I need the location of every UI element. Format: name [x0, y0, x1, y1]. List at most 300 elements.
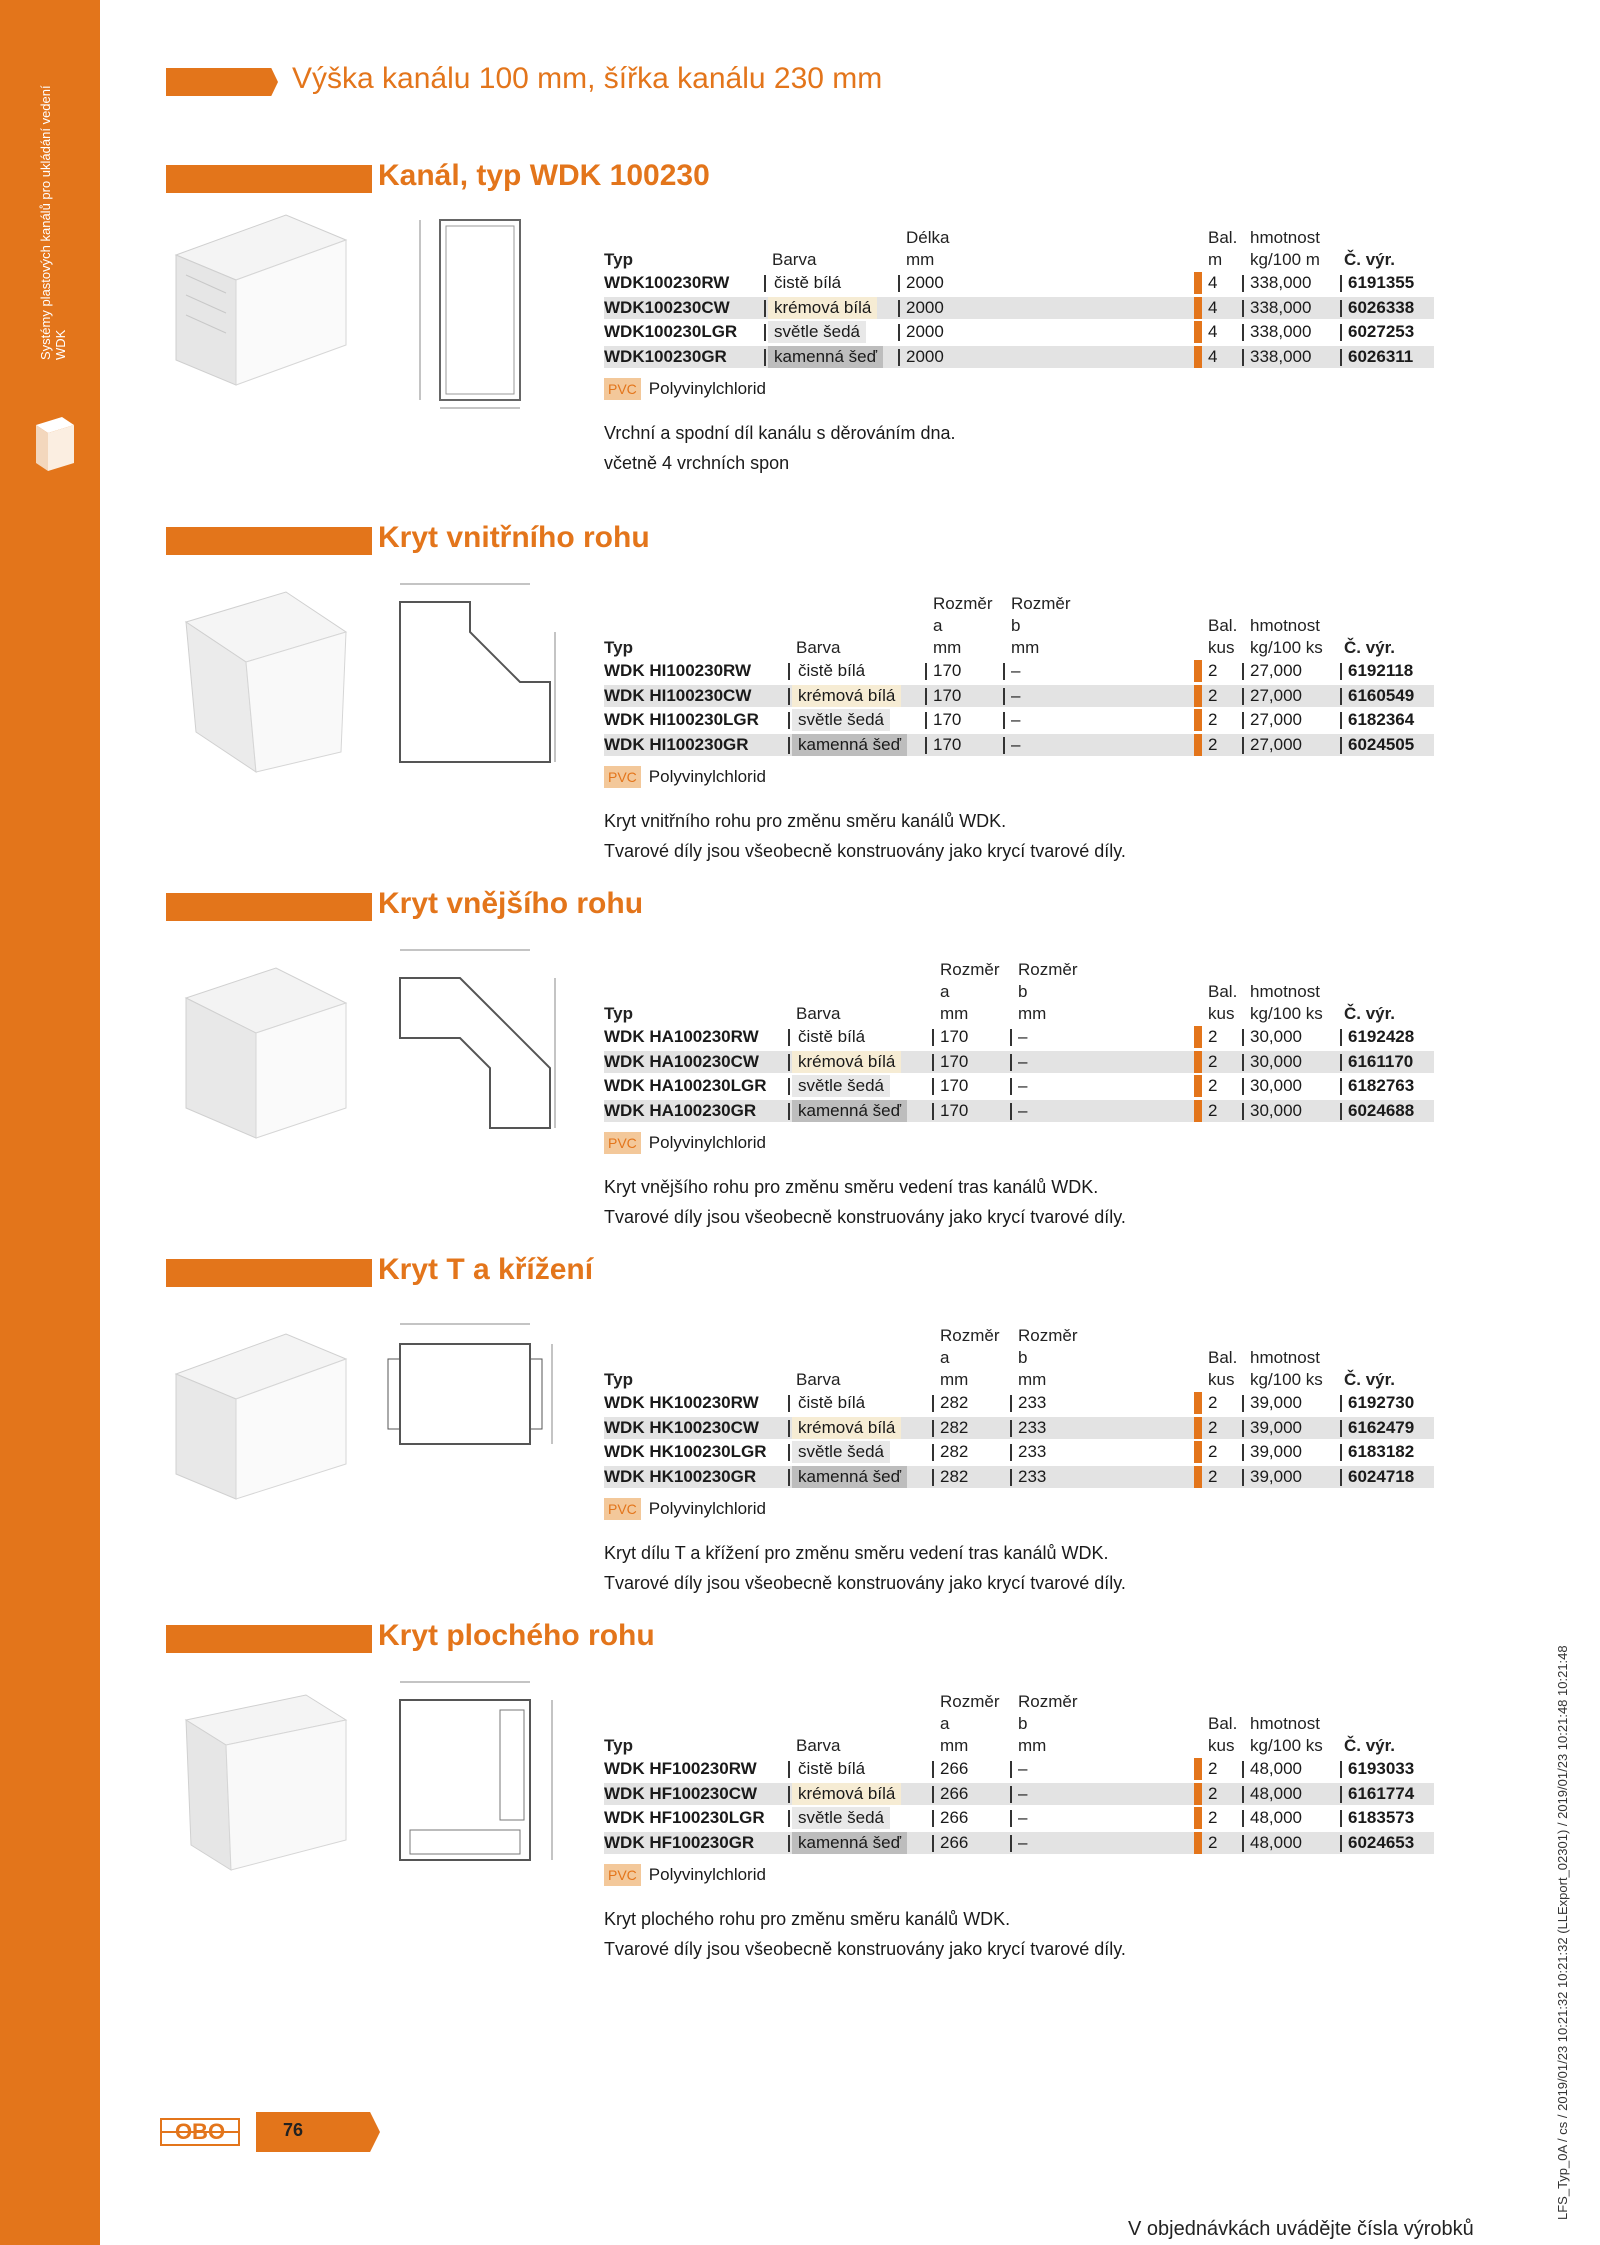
weight-value: 48,000 — [1250, 1808, 1302, 1827]
column-separator — [788, 1786, 790, 1803]
dimension-a: 170 — [940, 1076, 969, 1095]
product-code: WDK HK100230CW — [604, 1417, 759, 1437]
column-separator — [1340, 1810, 1342, 1827]
dimension-a: 2000 — [906, 297, 944, 317]
dimension-b: 233 — [1018, 1466, 1047, 1486]
col-header-color: Barva — [796, 1370, 841, 1389]
color-name: čistě bílá — [768, 272, 847, 294]
col-header-dim-b-label: Rozměr — [1011, 594, 1071, 613]
description-line: Kryt vnějšího rohu pro změnu směru vedení tras kanálů WDK. — [604, 1177, 1099, 1197]
product-code: WDK100230LGR — [604, 322, 738, 341]
article-number: 6182364 — [1348, 710, 1415, 729]
material-line — [604, 1498, 766, 1520]
orange-separator — [1194, 709, 1202, 731]
pack-quantity: 2 — [1208, 1466, 1218, 1486]
weight-value: 39,000 — [1250, 1466, 1302, 1486]
dimension-b: 233 — [1018, 1442, 1047, 1461]
col-header-weight: hmotnost — [1250, 1714, 1320, 1733]
col-header-type: Typ — [604, 250, 633, 269]
product-photo — [166, 1680, 356, 1880]
section-title: Kryt plochého rohu — [378, 1619, 655, 1652]
table-row — [604, 346, 1434, 368]
column-separator — [1242, 300, 1244, 317]
description-line: Kryt plochého rohu pro změnu směru kanálů WDK. — [604, 1909, 1011, 1929]
col-header-dim-a: a — [940, 1714, 950, 1733]
color-name: krémová bílá — [768, 297, 877, 319]
column-separator — [1340, 275, 1342, 292]
table-row — [604, 272, 1434, 294]
dimension-a: 266 — [940, 1808, 969, 1827]
technical-drawing — [380, 938, 560, 1138]
col-header-dim-b: b — [1011, 616, 1021, 635]
orange-separator — [1194, 1075, 1202, 1097]
weight-value: 39,000 — [1250, 1417, 1302, 1437]
description-line: Kryt vnitřního rohu pro změnu směru kanálů WDK. — [604, 811, 1007, 831]
column-separator — [1340, 1786, 1342, 1803]
column-separator — [925, 688, 927, 705]
column-separator — [1340, 1469, 1342, 1486]
weight-value: 338,000 — [1250, 273, 1312, 292]
column-separator — [1242, 1786, 1244, 1803]
orange-separator — [1194, 1026, 1202, 1048]
dimension-b: – — [1018, 1051, 1028, 1071]
product-code: WDK HK100230GR — [604, 1466, 757, 1486]
column-separator — [1010, 1444, 1012, 1461]
product-section — [0, 1254, 1600, 1614]
article-number: 6160549 — [1348, 685, 1415, 705]
col-header-article: Č. výr. — [1344, 250, 1396, 269]
section-bar — [166, 165, 372, 193]
product-code: WDK100230CW — [604, 297, 730, 317]
dimension-a: 170 — [940, 1100, 969, 1120]
weight-value: 27,000 — [1250, 710, 1302, 729]
article-number: 6182763 — [1348, 1076, 1415, 1095]
orange-separator — [1194, 321, 1202, 343]
weight-value: 27,000 — [1250, 734, 1302, 754]
color-name: světle šedá — [792, 709, 890, 731]
material-line — [604, 1864, 766, 1886]
description-line: Kryt dílu T a křížení pro změnu směru vedení tras kanálů WDK. — [604, 1543, 1109, 1563]
product-code: WDK HA100230RW — [604, 1027, 759, 1046]
col-header-dim-b-unit: mm — [1018, 1736, 1047, 1755]
column-separator — [1010, 1078, 1012, 1095]
col-header-color: Barva — [796, 1004, 841, 1023]
article-number: 6183573 — [1348, 1808, 1415, 1827]
article-number: 6027253 — [1348, 322, 1415, 341]
article-number: 6162479 — [1348, 1417, 1415, 1437]
table-row — [604, 297, 1434, 319]
product-section — [0, 1620, 1600, 1980]
section-bar — [166, 527, 372, 555]
product-code: WDK HA100230LGR — [604, 1076, 767, 1095]
dimension-a: 170 — [933, 710, 962, 729]
column-separator — [788, 1835, 790, 1852]
product-code: WDK100230RW — [604, 273, 730, 292]
col-header-dim-a: a — [940, 1348, 950, 1367]
pack-quantity: 2 — [1208, 1051, 1218, 1071]
col-header-weight-unit: kg/100 m — [1250, 250, 1320, 269]
export-meta: LFS_Typ_0A / cs / 2019/01/23 10:21:32 10:21:32 (LLExport_02301) / 2019/01/23 10:21:48 10:21:48 — [1555, 1645, 1570, 2220]
col-header-dim-b-label: Rozměr — [1018, 1326, 1078, 1345]
pack-quantity: 2 — [1208, 1100, 1218, 1120]
page-number: 76 — [283, 2120, 304, 2140]
dimension-a: 170 — [933, 734, 962, 754]
product-photo — [166, 948, 356, 1148]
obo-logo — [160, 2118, 240, 2146]
col-header-article: Č. výr. — [1344, 1736, 1396, 1755]
dimension-b: 233 — [1018, 1393, 1047, 1412]
column-separator — [1242, 1395, 1244, 1412]
product-code: WDK HI100230GR — [604, 734, 749, 754]
col-header-dim-a: a — [940, 982, 950, 1001]
pack-quantity: 2 — [1208, 1076, 1218, 1095]
col-header-color: Barva — [796, 1736, 841, 1755]
dimension-b: – — [1018, 1759, 1028, 1778]
column-separator — [1242, 712, 1244, 729]
article-number: 6192730 — [1348, 1393, 1415, 1412]
dimension-b: – — [1011, 685, 1021, 705]
col-header-pack-unit: kus — [1208, 1004, 1235, 1023]
dimension-b: 233 — [1018, 1417, 1047, 1437]
pack-quantity: 2 — [1208, 1832, 1218, 1852]
column-separator — [1242, 1469, 1244, 1486]
column-separator — [1340, 1395, 1342, 1412]
description-line: Tvarové díly jsou všeobecně konstruovány jako krycí tvarové díly. — [604, 1573, 1126, 1593]
col-header-pack: Bal. — [1208, 982, 1238, 1001]
column-separator — [788, 1444, 790, 1461]
section-bar — [166, 1259, 372, 1287]
description-line: Tvarové díly jsou všeobecně konstruovány jako krycí tvarové díly. — [604, 841, 1126, 861]
column-separator — [1340, 1835, 1342, 1852]
column-separator — [1340, 349, 1342, 366]
orange-separator — [1194, 1441, 1202, 1463]
table-row — [604, 734, 1434, 756]
pack-quantity: 2 — [1208, 710, 1218, 729]
column-separator — [1003, 737, 1005, 754]
technical-drawing — [380, 1670, 560, 1870]
weight-value: 30,000 — [1250, 1076, 1302, 1095]
color-name: krémová bílá — [792, 1783, 901, 1805]
technical-drawing — [380, 572, 560, 772]
column-separator — [1340, 300, 1342, 317]
orange-separator — [1194, 1100, 1202, 1122]
col-header-article: Č. výr. — [1344, 1004, 1396, 1023]
page-number-box — [256, 2112, 380, 2152]
column-separator — [1242, 324, 1244, 341]
pack-quantity: 2 — [1208, 1783, 1218, 1803]
column-separator — [1242, 1103, 1244, 1120]
article-number: 6026338 — [1348, 297, 1415, 317]
weight-value: 48,000 — [1250, 1759, 1302, 1778]
color-name: světle šedá — [792, 1807, 890, 1829]
col-header-dim-b-unit: mm — [1018, 1370, 1047, 1389]
color-name: čistě bílá — [792, 660, 871, 682]
product-code: WDK HA100230CW — [604, 1051, 759, 1071]
column-separator — [1242, 1444, 1244, 1461]
weight-value: 30,000 — [1250, 1051, 1302, 1071]
column-separator — [1010, 1761, 1012, 1778]
column-separator — [1010, 1469, 1012, 1486]
column-separator — [1010, 1810, 1012, 1827]
pvc-badge: PVC — [604, 766, 641, 788]
weight-value: 338,000 — [1250, 297, 1312, 317]
column-separator — [1010, 1103, 1012, 1120]
pvc-badge: PVC — [604, 378, 641, 400]
article-number: 6024505 — [1348, 734, 1415, 754]
pack-quantity: 4 — [1208, 322, 1218, 341]
column-separator — [932, 1761, 934, 1778]
material-line — [604, 378, 766, 400]
weight-value: 338,000 — [1250, 346, 1312, 366]
column-separator — [932, 1835, 934, 1852]
column-separator — [764, 349, 766, 366]
table-row — [604, 1758, 1434, 1780]
article-number: 6024718 — [1348, 1466, 1415, 1486]
table-row — [604, 1441, 1434, 1463]
color-name: krémová bílá — [792, 1051, 901, 1073]
article-number: 6161170 — [1348, 1051, 1414, 1071]
weight-value: 30,000 — [1250, 1100, 1302, 1120]
col-header-type: Typ — [604, 638, 633, 657]
material-name: Polyvinylchlorid — [648, 767, 766, 786]
column-separator — [1003, 712, 1005, 729]
column-separator — [932, 1054, 934, 1071]
article-number: 6183182 — [1348, 1442, 1415, 1461]
col-header-weight: hmotnost — [1250, 982, 1320, 1001]
technical-drawing — [380, 210, 560, 410]
product-section — [0, 522, 1600, 882]
table-row — [604, 660, 1434, 682]
col-header-dim-b: b — [1018, 982, 1028, 1001]
col-header-pack-unit: kus — [1208, 1370, 1235, 1389]
dimension-a: 282 — [940, 1442, 969, 1461]
pack-quantity: 2 — [1208, 734, 1218, 754]
section-title: Kryt T a křížení — [378, 1253, 594, 1286]
column-separator — [1242, 1078, 1244, 1095]
product-code: WDK HF100230RW — [604, 1759, 757, 1778]
pack-quantity: 2 — [1208, 1417, 1218, 1437]
column-separator — [932, 1078, 934, 1095]
dimension-a: 282 — [940, 1466, 969, 1486]
column-separator — [788, 737, 790, 754]
column-separator — [1340, 1444, 1342, 1461]
table-row — [604, 1807, 1434, 1829]
material-name: Polyvinylchlorid — [648, 1499, 766, 1518]
orange-separator — [1194, 734, 1202, 756]
column-separator — [932, 1103, 934, 1120]
col-header-dim-a-unit: mm — [940, 1736, 969, 1755]
dimension-a: 2000 — [906, 273, 944, 292]
orange-separator — [1194, 1783, 1202, 1805]
table-row — [604, 1417, 1434, 1439]
pack-quantity: 2 — [1208, 685, 1218, 705]
page-header-bar — [166, 68, 278, 96]
col-header-weight-unit: kg/100 ks — [1250, 1004, 1323, 1023]
col-header-type: Typ — [604, 1004, 633, 1023]
orange-separator — [1194, 685, 1202, 707]
col-header-type: Typ — [604, 1736, 633, 1755]
color-name: kamenná šeď — [768, 346, 883, 368]
color-name: kamenná šeď — [792, 734, 907, 756]
column-separator — [1242, 663, 1244, 680]
material-name: Polyvinylchlorid — [648, 1133, 766, 1152]
orange-separator — [1194, 1417, 1202, 1439]
col-header-pack-unit: kus — [1208, 638, 1235, 657]
col-header-pack: Bal. — [1208, 1714, 1238, 1733]
column-separator — [1010, 1786, 1012, 1803]
column-separator — [898, 300, 900, 317]
column-separator — [898, 275, 900, 292]
dimension-b: – — [1018, 1100, 1028, 1120]
pack-quantity: 2 — [1208, 1759, 1218, 1778]
column-separator — [788, 1420, 790, 1437]
dimension-b: – — [1018, 1783, 1028, 1803]
product-photo — [166, 205, 356, 405]
column-separator — [1340, 737, 1342, 754]
col-header-weight-unit: kg/100 ks — [1250, 1370, 1323, 1389]
col-header-dim-b-unit: mm — [1011, 638, 1040, 657]
weight-value: 27,000 — [1250, 661, 1302, 680]
column-separator — [1242, 1761, 1244, 1778]
col-header-dim-b: b — [1018, 1348, 1028, 1367]
dimension-a: 266 — [940, 1832, 969, 1852]
column-separator — [932, 1786, 934, 1803]
weight-value: 39,000 — [1250, 1442, 1302, 1461]
column-separator — [1242, 349, 1244, 366]
col-header-pack-unit: kus — [1208, 1736, 1235, 1755]
material-line — [604, 766, 766, 788]
dimension-a: 266 — [940, 1759, 969, 1778]
dimension-a: 282 — [940, 1417, 969, 1437]
pvc-badge: PVC — [604, 1864, 641, 1886]
section-bar — [166, 1625, 372, 1653]
col-header-dim-a-unit: mm — [940, 1370, 969, 1389]
dimension-a: 266 — [940, 1783, 969, 1803]
column-separator — [898, 324, 900, 341]
column-separator — [1340, 1761, 1342, 1778]
dimension-b: – — [1011, 661, 1021, 680]
column-separator — [764, 300, 766, 317]
orange-separator — [1194, 1807, 1202, 1829]
weight-value: 39,000 — [1250, 1393, 1302, 1412]
table-row — [604, 1392, 1434, 1414]
dimension-b: – — [1018, 1076, 1028, 1095]
product-code: WDK HF100230LGR — [604, 1808, 765, 1827]
product-section — [0, 155, 1600, 515]
article-number: 6024688 — [1348, 1100, 1415, 1120]
section-title: Kryt vnitřního rohu — [378, 521, 650, 554]
color-name: světle šedá — [792, 1075, 890, 1097]
col-header-weight-unit: kg/100 ks — [1250, 638, 1323, 657]
column-separator — [788, 1029, 790, 1046]
color-name: čistě bílá — [792, 1026, 871, 1048]
pvc-badge: PVC — [604, 1498, 641, 1520]
orange-separator — [1194, 660, 1202, 682]
column-separator — [1010, 1395, 1012, 1412]
article-number: 6192118 — [1348, 661, 1414, 680]
section-title: Kanál, typ WDK 100230 — [378, 159, 710, 192]
column-separator — [1340, 688, 1342, 705]
svg-text:OBO: OBO — [174, 2119, 226, 2144]
column-separator — [1242, 688, 1244, 705]
article-number: 6161774 — [1348, 1783, 1415, 1803]
column-separator — [1340, 712, 1342, 729]
column-separator — [788, 688, 790, 705]
column-separator — [932, 1444, 934, 1461]
orange-separator — [1194, 272, 1202, 294]
column-separator — [1340, 1029, 1342, 1046]
color-name: čistě bílá — [792, 1392, 871, 1414]
column-separator — [1340, 324, 1342, 341]
col-header-pack: Bal. — [1208, 616, 1238, 635]
column-separator — [1340, 1054, 1342, 1071]
orange-separator — [1194, 1051, 1202, 1073]
col-header-article: Č. výr. — [1344, 638, 1396, 657]
product-code: WDK HF100230CW — [604, 1783, 758, 1803]
article-number: 6191355 — [1348, 273, 1415, 292]
table-row — [604, 1051, 1434, 1073]
pack-quantity: 2 — [1208, 1027, 1218, 1046]
col-header-article: Č. výr. — [1344, 1370, 1396, 1389]
dimension-a: 170 — [940, 1027, 969, 1046]
article-number: 6193033 — [1348, 1759, 1415, 1778]
column-separator — [1010, 1029, 1012, 1046]
column-separator — [788, 1395, 790, 1412]
col-header-weight: hmotnost — [1250, 616, 1320, 635]
pack-quantity: 4 — [1208, 273, 1218, 292]
weight-value: 338,000 — [1250, 322, 1312, 341]
section-bar — [166, 893, 372, 921]
color-name: světle šedá — [768, 321, 866, 343]
col-header-dim-a-unit: mm — [940, 1004, 969, 1023]
dimension-a: 2000 — [906, 346, 944, 366]
col-header-dim-a-label: Rozměr — [940, 960, 1000, 979]
material-name: Polyvinylchlorid — [648, 379, 766, 398]
pack-quantity: 4 — [1208, 346, 1218, 366]
weight-value: 27,000 — [1250, 685, 1302, 705]
column-separator — [764, 275, 766, 292]
column-separator — [1242, 737, 1244, 754]
col-header-dim-a-unit: mm — [933, 638, 962, 657]
weight-value: 48,000 — [1250, 1783, 1302, 1803]
column-separator — [788, 1469, 790, 1486]
col-header-dim-a: a — [933, 616, 943, 635]
table-row — [604, 709, 1434, 731]
dimension-a: 170 — [940, 1051, 969, 1071]
dimension-b: – — [1018, 1808, 1028, 1827]
col-header-pack: Bal. — [1208, 228, 1238, 247]
pack-quantity: 2 — [1208, 1393, 1218, 1412]
material-line — [604, 1132, 766, 1154]
column-separator — [932, 1420, 934, 1437]
dimension-b: – — [1018, 1832, 1028, 1852]
product-code: WDK HI100230LGR — [604, 710, 759, 729]
orange-separator — [1194, 1758, 1202, 1780]
pack-quantity: 2 — [1208, 1442, 1218, 1461]
column-separator — [932, 1810, 934, 1827]
table-row — [604, 1100, 1434, 1122]
weight-value: 48,000 — [1250, 1832, 1302, 1852]
table-row — [604, 1075, 1434, 1097]
article-number: 6026311 — [1348, 346, 1414, 366]
column-separator — [1242, 1810, 1244, 1827]
weight-value: 30,000 — [1250, 1027, 1302, 1046]
column-separator — [1003, 663, 1005, 680]
column-separator — [764, 324, 766, 341]
color-name: krémová bílá — [792, 1417, 901, 1439]
col-header-dim-b-label: Rozměr — [1018, 1692, 1078, 1711]
column-separator — [1242, 275, 1244, 292]
